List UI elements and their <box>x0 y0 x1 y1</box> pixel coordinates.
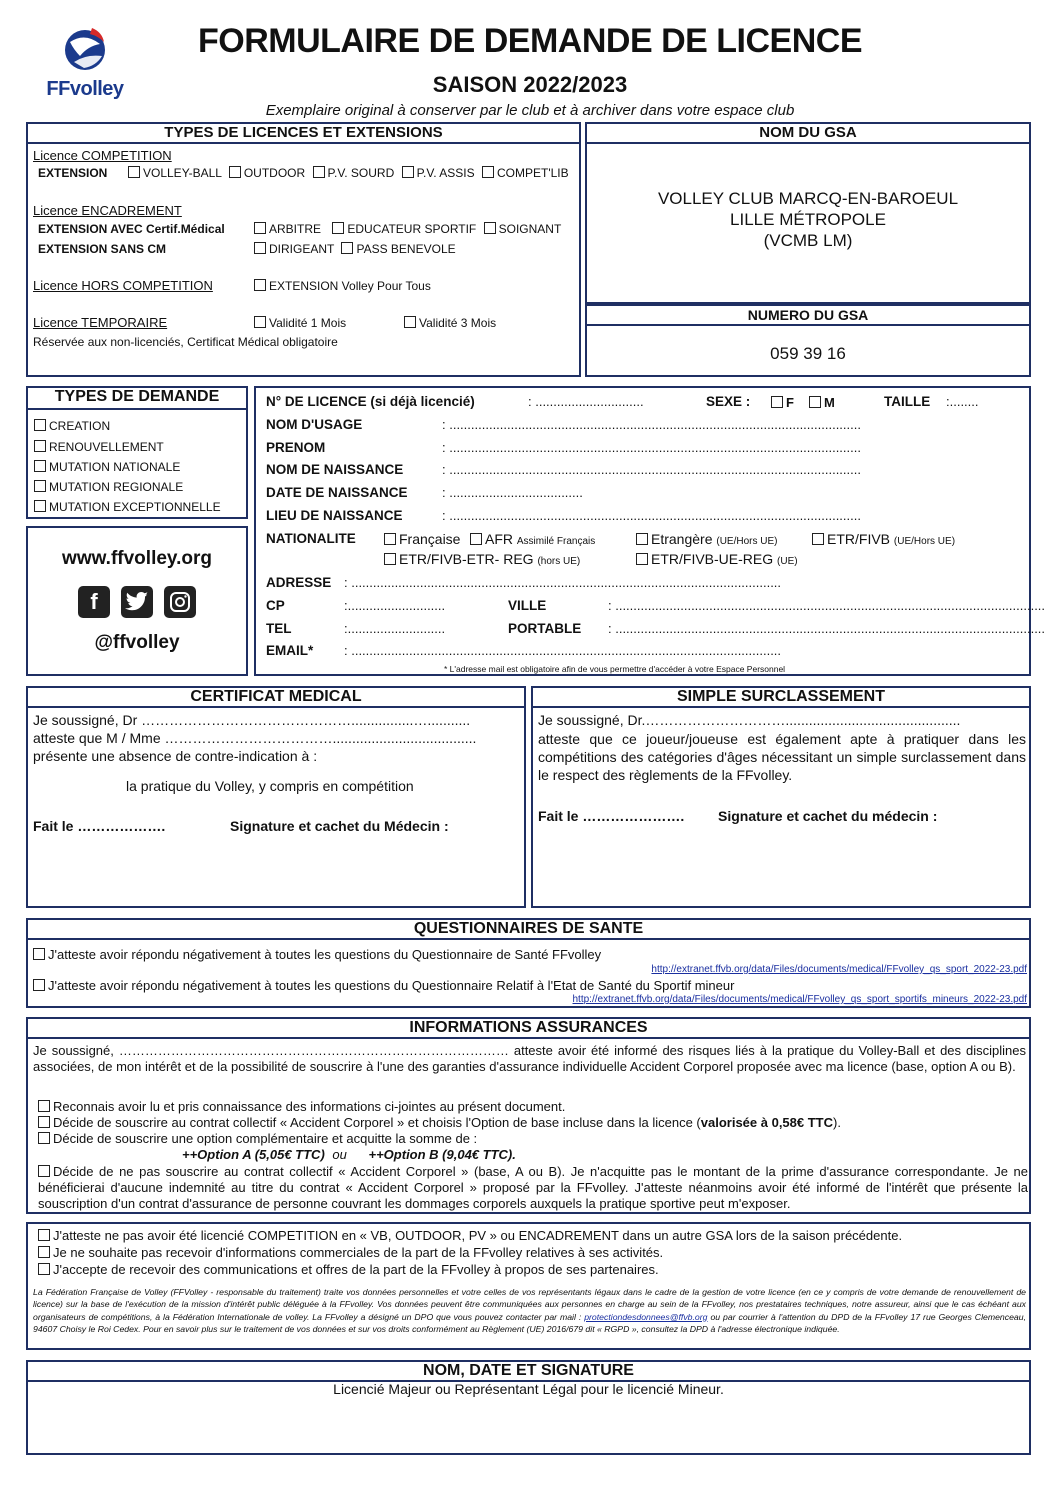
nom-usage-field[interactable]: : .................................................................................................................. <box>442 417 861 432</box>
checkbox-nat-etrangere[interactable]: Etrangère (UE/Hors UE) <box>636 531 778 547</box>
checkbox-accepte-partenaires[interactable]: J'accepte de recevoir des communications et offres de la part de la FFvolley à propos de ses partenaires. <box>38 1262 659 1277</box>
checkbox-creation[interactable]: CREATION <box>34 419 110 433</box>
certificat-section <box>26 686 526 908</box>
checkbox-mutation-nationale[interactable]: MUTATION NATIONALE <box>34 460 180 474</box>
checkbox-renouvellement[interactable]: RENOUVELLEMENT <box>34 440 164 454</box>
twitter-icon[interactable] <box>121 586 153 618</box>
social-handle: @ffvolley <box>94 632 180 653</box>
gsa-number-section <box>585 304 1031 377</box>
checkbox-nat-francaise[interactable]: Française <box>384 531 460 547</box>
checkbox-reconnais[interactable]: Reconnais avoir lu et pris connaissance des informations ci-jointes au présent document. <box>38 1099 565 1114</box>
cp-label: CP <box>266 598 285 613</box>
certificat-heading: CERTIFICAT MEDICAL <box>28 688 524 708</box>
form-title: FORMULAIRE DE DEMANDE DE LICENCE <box>197 22 863 60</box>
season-title: SAISON 2022/2023 <box>432 72 628 97</box>
encadrement-sans-options <box>254 242 456 256</box>
ville-field[interactable]: : ....................................................................................................................... <box>608 598 1046 613</box>
checkbox-option-complementaire[interactable]: Décide de souscrire une option complémentaire et acquitte la somme de : <box>38 1131 477 1146</box>
questionnaire-mineur-link[interactable]: http://extranet.ffvb.org/data/Files/documents/medical/FFvolley_qs_sport_sportifs_mineurs_2022-23.pdf <box>572 994 1027 1005</box>
checkbox-pv-assis[interactable]: P.V. ASSIS <box>402 166 475 180</box>
website-link[interactable]: www.ffvolley.org <box>62 548 212 569</box>
checkbox-sexe-f[interactable]: F <box>771 395 794 410</box>
competition-options <box>128 166 569 180</box>
facebook-icon[interactable]: f <box>78 586 110 618</box>
gsa-number-value: 059 39 16 <box>770 344 846 363</box>
assurance-section <box>26 1017 1031 1214</box>
tel-label: TEL <box>266 621 292 636</box>
checkbox-volley-pour-tous[interactable]: EXTENSION Volley Pour Tous <box>254 279 431 293</box>
licence-types-section <box>26 122 581 377</box>
checkbox-nat-etr-reg[interactable]: ETR/FIVB-ETR- REG (hors UE) <box>384 551 580 567</box>
nom-naissance-field[interactable]: : .................................................................................................................. <box>442 462 861 477</box>
logo-wordmark: FFvolley <box>46 78 124 100</box>
option-a[interactable]: ++Option A (5,05€ TTC) <box>182 1147 325 1162</box>
checkbox-validite-3-mois[interactable]: Validité 3 Mois <box>404 316 496 330</box>
checkbox-nat-ue-reg[interactable]: ETR/FIVB-UE-REG (UE) <box>636 551 798 567</box>
checkbox-validite-1-mois[interactable]: Validité 1 Mois <box>254 316 346 330</box>
checkbox-educateur[interactable]: EDUCATEUR SPORTIF <box>332 222 476 236</box>
date-naissance-field[interactable]: : ..................................... <box>442 485 583 500</box>
demande-types-section <box>26 386 248 519</box>
nationalite-label: NATIONALITE <box>266 531 356 546</box>
identity-section <box>254 386 1046 676</box>
prenom-field[interactable]: : .................................................................................................................. <box>442 440 861 455</box>
portable-label: PORTABLE <box>508 621 582 636</box>
adresse-field[interactable]: : ....................................................................................................................... <box>344 575 782 590</box>
competition-label: Licence COMPETITION <box>33 148 172 163</box>
certificat-statement: présente une absence de contre-indication à : <box>33 748 318 764</box>
surclassement-section <box>531 686 1031 908</box>
extension-sans-label: EXTENSION SANS CM <box>38 242 167 256</box>
sexe-label: SEXE : <box>706 394 751 409</box>
hors-competition-label: Licence HORS COMPETITION <box>33 278 213 293</box>
checkbox-non-licencie[interactable]: J'atteste ne pas avoir été licencié COMPETITION en « VB, OUTDOOR, PV » ou ENCADREMENT dans un autre GSA lors de la saison précédente. <box>38 1228 902 1243</box>
assurance-intro: Je soussigné, ……………………………………………………………………………… atteste avoir été informé des risques liés à la pratique du Volley-Ball et des disciplines associées, de mon intérêt et de la possibilité de souscrire à l'une des garanties d'assurance individuelle Accident Corporel proposée avec ma licence (base, option A ou B). <box>33 1043 1026 1074</box>
instagram-icon[interactable] <box>164 586 196 618</box>
certificat-signature: Signature et cachet du Médecin : <box>230 818 449 834</box>
checkbox-dirigeant[interactable]: DIRIGEANT <box>254 242 334 256</box>
ffvolley-logo <box>40 22 130 102</box>
sante-section <box>26 918 1031 1008</box>
licence-number-field[interactable]: : .............................. <box>528 394 644 409</box>
certificat-doctor-line[interactable]: Je soussigné, Dr ………………………………………................…........... <box>33 712 471 728</box>
email-note: * L'adresse mail est obligatoire afin de vous permettre d'accéder à votre Espace Personnel <box>444 664 786 674</box>
rgpd-email-link[interactable]: protectiondesdonnees@ffvb.org <box>584 1311 708 1322</box>
checkbox-pv-sourd[interactable]: P.V. SOURD <box>313 166 395 180</box>
certificat-patient-line[interactable]: atteste que M / Mme ………………………………..................................... <box>33 730 477 746</box>
licence-number-label: N° DE LICENCE (si déjà licencié) <box>266 394 475 409</box>
volleyball-logo-icon <box>40 22 130 78</box>
gsa-name-section <box>585 122 1031 304</box>
gsa-number-heading: NUMERO DU GSA <box>587 306 1029 326</box>
taille-label: TAILLE <box>884 394 931 409</box>
rgpd-notice: La Fédération Française de Volley (FFVolley - responsable du traitement) traite vos données personnelles et votre celles de vos représentants légaux dans le cadre de la gestion de votre licence (en ce y compris de votre demande de renouvellement de licence) sur la base de l'exécution de la mission d'intérêt public déléguée à la FFvolley. Vos données peuvent être communiquées aux personnes en charge au sein de la FFvolley, nos prestataires techniques, notre assureur, ainsi que le cas échéant aux organisateurs de compétitions, à la Fédération Internationale de volley. La FFvolley a désigné un DPO que vous pouvez contacter par mail : protectiondesdonnees@ffvb.org ou par courrier à l'attention du DPD de la FFvolley 17 rue Georges Clemenceau, 94607 Choisy le Roi Cedex. Pour en savoir plus sur le traitement de vos données et sur vos droits conformément au Règlement (UE) 2016/679 dit « RGPD », consultez la DPD à l'adresse électronique indiquée. <box>33 1287 1026 1335</box>
checkbox-refus-assurance[interactable]: Décide de ne pas souscrire au contrat collectif « Accident Corporel » (base, A ou B). Je n'acquitte pas le montant de la prime d'assurance correspondante. Je ne bénéficierai d'aucune indemnité au titre du contrat « Accident Corporel » proposé par la FFvolley. J'atteste néanmoins avoir été informé de l'intérêt que présente la souscription d'un contrat d'assurance de personne couvrant les dommages corporels auxquels la pratique sportive peut m'exposer. <box>38 1164 1028 1211</box>
assurance-heading: INFORMATIONS ASSURANCES <box>28 1019 1029 1039</box>
ffvolley-contact-box <box>26 526 248 676</box>
surclassement-signature: Signature et cachet du médecin : <box>718 808 938 824</box>
checkbox-mutation-exceptionnelle[interactable]: MUTATION EXCEPTIONNELLE <box>34 500 221 514</box>
signature-subtitle: Licencié Majeur ou Représentant Légal pour le licencié Mineur. <box>333 1381 724 1397</box>
checkbox-competlib[interactable]: COMPET'LIB <box>482 166 569 180</box>
nom-naissance-label: NOM DE NAISSANCE <box>266 462 404 477</box>
extension-label: EXTENSION <box>38 166 108 180</box>
lieu-naissance-field[interactable]: : .................................................................................................................. <box>442 508 861 523</box>
checkbox-volley-ball[interactable]: VOLLEY-BALL <box>128 166 222 180</box>
signature-section <box>26 1360 1031 1455</box>
checkbox-nat-etr-fivb[interactable]: ETR/FIVB (UE/Hors UE) <box>812 531 955 547</box>
gsa-name-heading: NOM DU GSA <box>587 124 1029 144</box>
checkbox-soignant[interactable]: SOIGNANT <box>484 222 562 236</box>
adresse-label: ADRESSE <box>266 575 332 590</box>
surclassement-heading: SIMPLE SURCLASSEMENT <box>533 688 1029 708</box>
checkbox-pass-benevole[interactable]: PASS BENEVOLE <box>341 242 455 256</box>
certificat-volley-practice: la pratique du Volley, y compris en compétition <box>126 778 414 794</box>
checkbox-questionnaire-mineur[interactable]: J'atteste avoir répondu négativement à toutes les questions du Questionnaire Relatif à l'Etat de Santé du Sportif mineur <box>33 978 734 993</box>
form-subtitle: Exemplaire original à conserver par le club et à archiver dans votre espace club <box>265 102 795 119</box>
email-field[interactable]: : ....................................................................................................................... <box>344 643 782 658</box>
option-b[interactable]: ++Option B (9,04€ TTC). <box>368 1147 516 1162</box>
temporaire-label: Licence TEMPORAIRE <box>33 315 168 330</box>
attestations-section <box>26 1222 1031 1350</box>
taille-field[interactable]: :........ <box>946 394 979 409</box>
signature-heading: NOM, DATE ET SIGNATURE <box>28 1362 1029 1382</box>
sante-heading: QUESTIONNAIRES DE SANTE <box>28 920 1029 940</box>
surclassement-text: atteste que ce joueur/joueuse est également apte à pratiquer dans les compétitions des catégories d'âges nécessitant un simple surclassement dans le respect des règlements de la FFvolley. <box>538 731 1026 783</box>
temporaire-note: Réservée aux non-licenciés, Certificat Médical obligatoire <box>33 335 338 349</box>
checkbox-questionnaire-sante[interactable]: J'atteste avoir répondu négativement à toutes les questions du Questionnaire de Santé FFvolley <box>33 947 601 962</box>
checkbox-outdoor[interactable]: OUTDOOR <box>229 166 305 180</box>
tel-field[interactable]: :........................... <box>344 621 446 636</box>
encadrement-label: Licence ENCADREMENT <box>33 203 182 218</box>
demande-types-heading: TYPES DE DEMANDE <box>28 388 246 410</box>
email-label: EMAIL* <box>266 643 314 658</box>
nom-usage-label: NOM D'USAGE <box>266 417 363 432</box>
checkbox-arbitre[interactable]: ARBITRE <box>254 222 321 236</box>
checkbox-nat-afr[interactable]: AFR Assimilé Français <box>470 531 595 547</box>
surclassement-doctor-line[interactable]: Je soussigné, Dr.…………………………............................................. <box>538 712 961 728</box>
checkbox-option-base[interactable]: Décide de souscrire au contrat collectif « Accident Corporel » et choisis l'Option de base incluse dans la licence (valorisée à 0,58€ TTC). <box>38 1115 841 1130</box>
lieu-naissance-label: LIEU DE NAISSANCE <box>266 508 403 523</box>
extension-avec-label: EXTENSION AVEC Certif.Médical <box>38 222 225 236</box>
gsa-name-value: VOLLEY CLUB MARCQ-EN-BAROEUL LILLE MÉTROPOLE (VCMB LM) <box>657 189 959 250</box>
prenom-label: PRENOM <box>266 440 326 455</box>
checkbox-sexe-m[interactable]: M <box>809 395 835 410</box>
cp-field[interactable]: :........................... <box>344 598 446 613</box>
licence-types-heading: TYPES DE LICENCES ET EXTENSIONS <box>28 124 579 144</box>
date-naissance-label: DATE DE NAISSANCE <box>266 485 408 500</box>
checkbox-mutation-regionale[interactable]: MUTATION REGIONALE <box>34 480 183 494</box>
ville-label: VILLE <box>508 598 547 613</box>
assurance-options: ++Option A (5,05€ TTC) ou ++Option B (9,04€ TTC). <box>182 1147 516 1162</box>
encadrement-avec-options <box>254 222 561 236</box>
certificat-fait-le[interactable]: Fait le ………………. <box>33 818 166 834</box>
questionnaire-sante-link[interactable]: http://extranet.ffvb.org/data/Files/documents/medical/FFvolley_qs_sport_2022-23.pdf <box>651 964 1027 975</box>
portable-field[interactable]: : ....................................................................................................................... <box>608 621 1046 636</box>
checkbox-refus-commercial[interactable]: Je ne souhaite pas recevoir d'informations commerciales de la part de la FFvolley relatives à ses activités. <box>38 1245 663 1260</box>
surclassement-fait-le[interactable]: Fait le …………………. <box>538 808 685 824</box>
